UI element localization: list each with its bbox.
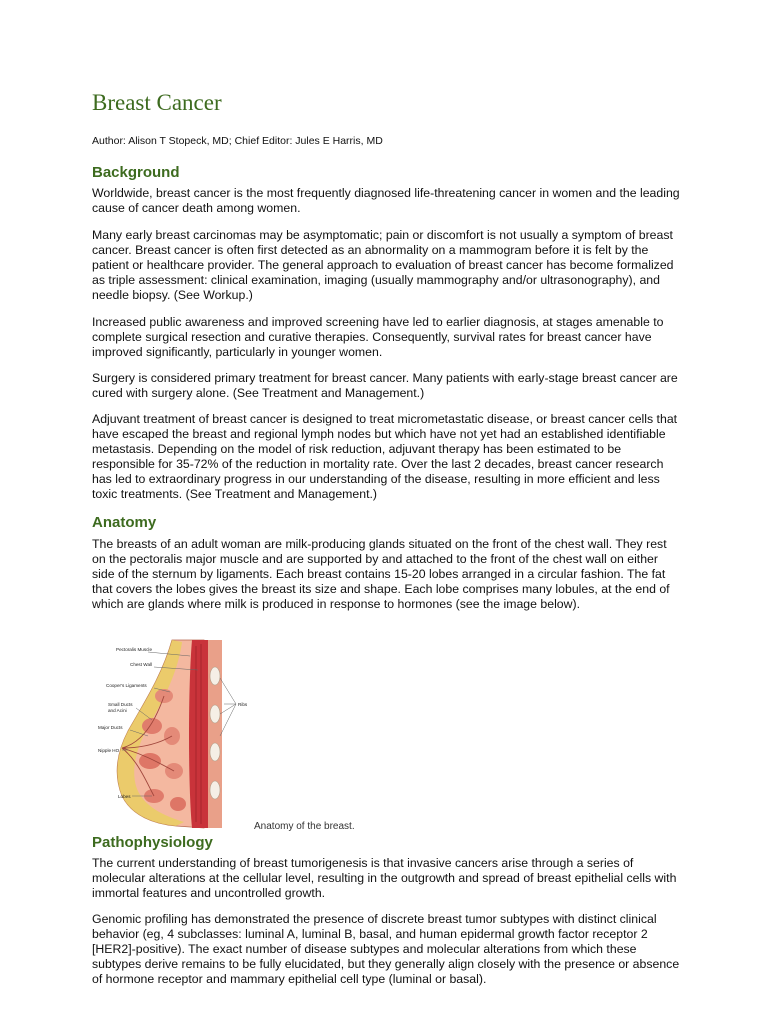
label-small-ducts: Small Ducts xyxy=(108,702,133,707)
label-nipple: Nipple HO xyxy=(98,748,120,753)
anatomy-paragraph-1: The breasts of an adult woman are milk-producing glands situated on the front of the chest wall. They rest on the pectoralis major muscle and are supported by and attached to the front of the chest wall on either side of the sternum by ligaments. Each breast contains 15-20 lobes arranged in a circular fashion. The fat that covers the lobes gives the breast its size and shape. Each lobe comprises many lobules, at the end of which are glands where milk is produced in response to hormones (see the image below). xyxy=(92,537,670,611)
rib xyxy=(210,667,220,685)
label-chest-wall: Chest Wall xyxy=(130,662,153,667)
rib xyxy=(210,705,220,723)
label-ribs: Ribs xyxy=(238,702,248,707)
pathophysiology-paragraph-2: Genomic profiling has demonstrated the presence of discrete breast tumor subtypes with distinct clinical behavior (eg, 4 subclasses: luminal A, luminal B, basal, and human epidermal growth factor receptor 2 [HER2]-positive). The exact number of disease subtypes and molecular alterations from which these subtypes derive remains to be fully elucidated, but they generally align closely with the presence or absence of hormone receptor and mammary epithelial cell type (luminal or basal). xyxy=(92,912,680,986)
label-acini: and Acini xyxy=(108,708,127,713)
heading-anatomy: Anatomy xyxy=(92,514,157,531)
heading-background: Background xyxy=(92,164,180,181)
background-paragraph-4: Surgery is considered primary treatment for breast cancer. Many patients with early-stage breast cancer are cured with surgery alone. (See Treatment and Management.) xyxy=(92,371,678,400)
rib xyxy=(210,743,220,761)
rib xyxy=(210,781,220,799)
byline: Author: Alison T Stopeck, MD; Chief Editor: Jules E Harris, MD xyxy=(92,135,383,147)
background-paragraph-1: Worldwide, breast cancer is the most frequently diagnosed life-threatening cancer in women and the leading cause of cancer death among women. xyxy=(92,186,680,215)
heading-pathophysiology: Pathophysiology xyxy=(92,834,213,851)
background-paragraph-2: Many early breast carcinomas may be asymptomatic; pain or discomfort is not usually a symptom of breast cancer. Breast cancer is often first detected as an abnormality on a mammogram before it is felt by the patient or healthcare provider. The general approach to evaluation of breast cancer has become formalized as triple assessment: clinical examination, imaging (usually mammography and/or ultrasonography), and needle biopsy. (See Workup.) xyxy=(92,228,674,302)
label-pectoralis-muscle: Pectoralis Muscle xyxy=(116,647,152,652)
label-major-ducts: Major Ducts xyxy=(98,725,123,730)
background-paragraph-5: Adjuvant treatment of breast cancer is designed to treat micrometastatic disease, or breast cancer cells that have escaped the breast and regional lymph nodes but which have not yet had an established identifiable metastasis. Depending on the model of risk reduction, adjuvant therapy has been estimated to be responsible for 35-72% of the reduction in mortality rate. Over the last 2 decades, breast cancer research has led to extraordinary progress in our understanding of the disease, resulting in more efficient and less toxic treatments. (See Treatment and Management.) xyxy=(92,412,678,501)
pathophysiology-paragraph-1: The current understanding of breast tumorigenesis is that invasive cancers arise through a series of molecular alterations at the cellular level, resulting in the outgrowth and spread of breast epithelial cells with immortal features and uncontrolled growth. xyxy=(92,856,677,900)
pectoralis-muscle xyxy=(189,640,208,828)
breast-anatomy-figure xyxy=(92,636,252,831)
background-paragraph-3: Increased public awareness and improved screening have led to earlier diagnosis, at stages amenable to complete surgical resection and curative therapies. Consequently, survival rates for breast cancer have improved significantly, particularly in younger women. xyxy=(92,315,664,359)
label-coopers-ligaments: Cooper's Ligaments xyxy=(106,683,147,688)
page-title: Breast Cancer xyxy=(92,90,222,115)
figure-caption: Anatomy of the breast. xyxy=(254,821,355,832)
breast-anatomy-illustration xyxy=(92,636,252,831)
label-lobes: Lobes xyxy=(118,794,131,799)
